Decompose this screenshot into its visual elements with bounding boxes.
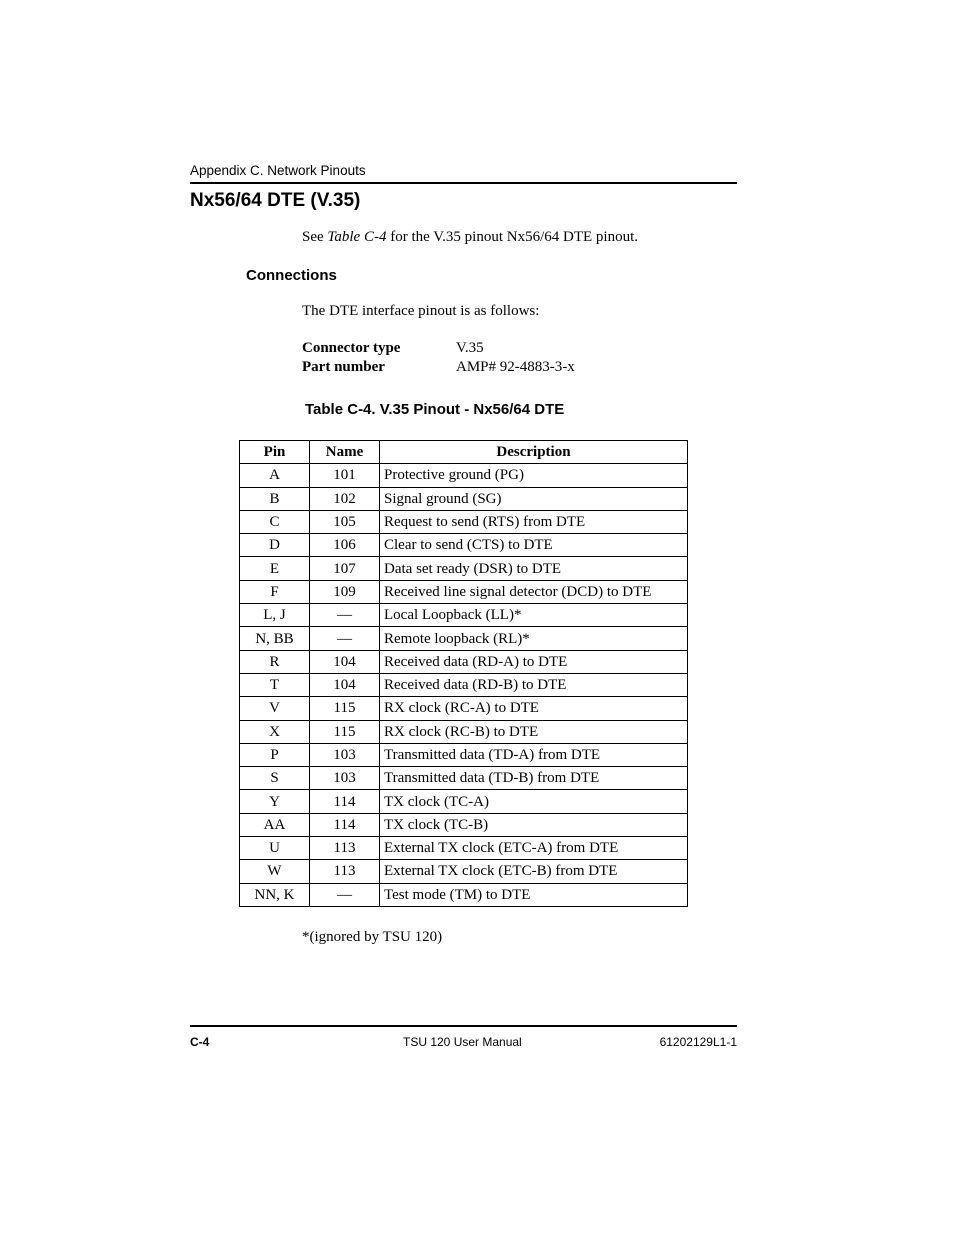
table-row [240, 860, 688, 883]
cell-pin: E [240, 557, 310, 580]
cell-name: 115 [310, 697, 380, 720]
cell-description: Received data (RD-A) to DTE [380, 650, 688, 673]
pinout-table [239, 440, 688, 907]
cell-name: — [310, 627, 380, 650]
header-description: Description [380, 441, 688, 464]
cell-pin: N, BB [240, 627, 310, 650]
page-title: Nx56/64 DTE (V.35) [190, 190, 361, 211]
spec-key: Connector type [302, 340, 401, 356]
cell-description: TX clock (TC-B) [380, 813, 688, 836]
cell-description: Received data (RD-B) to DTE [380, 673, 688, 696]
cell-pin: F [240, 580, 310, 603]
cell-description: Data set ready (DSR) to DTE [380, 557, 688, 580]
running-header: Appendix C. Network Pinouts [190, 163, 366, 178]
cell-description: Received line signal detector (DCD) to DTE [380, 580, 688, 603]
cell-pin: W [240, 860, 310, 883]
cell-description: Transmitted data (TD-A) from DTE [380, 743, 688, 766]
table-row [240, 627, 688, 650]
cell-description: External TX clock (ETC-B) from DTE [380, 860, 688, 883]
table-caption: Table C-4. V.35 Pinout - Nx56/64 DTE [305, 401, 565, 418]
cell-name: 106 [310, 534, 380, 557]
connections-heading: Connections [246, 267, 337, 284]
table-row [240, 487, 688, 510]
cell-description: Clear to send (CTS) to DTE [380, 534, 688, 557]
table-row [240, 534, 688, 557]
spec-connector-type [302, 340, 484, 357]
cell-pin: AA [240, 813, 310, 836]
cell-name: 104 [310, 673, 380, 696]
page-number: C-4 [190, 1035, 210, 1049]
table-header-row [240, 441, 688, 464]
cell-pin: P [240, 743, 310, 766]
cell-name: 107 [310, 557, 380, 580]
cell-pin: Y [240, 790, 310, 813]
table-reference: Table C-4 [327, 229, 387, 245]
header-divider [190, 182, 737, 184]
cell-pin: C [240, 510, 310, 533]
cell-name: 113 [310, 860, 380, 883]
table-row [240, 510, 688, 533]
cell-pin: A [240, 464, 310, 487]
cell-pin: U [240, 837, 310, 860]
header-name: Name [310, 441, 380, 464]
table-row [240, 837, 688, 860]
footer-divider [190, 1025, 737, 1027]
table-row [240, 580, 688, 603]
cell-pin: S [240, 767, 310, 790]
cell-pin: NN, K [240, 883, 310, 906]
table-row [240, 650, 688, 673]
cell-name: 103 [310, 743, 380, 766]
cell-name: — [310, 883, 380, 906]
table-row [240, 697, 688, 720]
cell-description: TX clock (TC-A) [380, 790, 688, 813]
cell-description: Transmitted data (TD-B) from DTE [380, 767, 688, 790]
intro-suffix: for the V.35 pinout Nx56/64 DTE pinout. [386, 229, 638, 245]
cell-description: Signal ground (SG) [380, 487, 688, 510]
cell-pin: R [240, 650, 310, 673]
cell-name: 101 [310, 464, 380, 487]
spec-key: Part number [302, 359, 385, 375]
cell-pin: L, J [240, 604, 310, 627]
table-row [240, 743, 688, 766]
intro-paragraph [302, 229, 638, 246]
header-pin: Pin [240, 441, 310, 464]
connections-text: The DTE interface pinout is as follows: [302, 303, 540, 319]
table-row [240, 720, 688, 743]
table-row [240, 883, 688, 906]
cell-name: 114 [310, 813, 380, 836]
spec-value: V.35 [456, 340, 484, 356]
table-row [240, 464, 688, 487]
table-row [240, 790, 688, 813]
table-row [240, 813, 688, 836]
cell-description: Protective ground (PG) [380, 464, 688, 487]
cell-pin: D [240, 534, 310, 557]
cell-name: 114 [310, 790, 380, 813]
cell-name: 115 [310, 720, 380, 743]
table-body [240, 464, 688, 907]
table-row [240, 604, 688, 627]
cell-description: RX clock (RC-B) to DTE [380, 720, 688, 743]
footnote: *(ignored by TSU 120) [302, 929, 443, 945]
cell-description: External TX clock (ETC-A) from DTE [380, 837, 688, 860]
cell-pin: X [240, 720, 310, 743]
table-row [240, 673, 688, 696]
cell-description: RX clock (RC-A) to DTE [380, 697, 688, 720]
spec-part-number [302, 359, 575, 376]
cell-name: 109 [310, 580, 380, 603]
table-row [240, 767, 688, 790]
cell-description: Remote loopback (RL)* [380, 627, 688, 650]
cell-pin: B [240, 487, 310, 510]
table-row [240, 557, 688, 580]
cell-name: — [310, 604, 380, 627]
cell-name: 103 [310, 767, 380, 790]
cell-name: 105 [310, 510, 380, 533]
cell-pin: V [240, 697, 310, 720]
cell-name: 113 [310, 837, 380, 860]
manual-title: TSU 120 User Manual [403, 1035, 522, 1049]
document-part-number: 61202129L1-1 [659, 1035, 737, 1049]
cell-description: Request to send (RTS) from DTE [380, 510, 688, 533]
cell-name: 104 [310, 650, 380, 673]
intro-prefix: See [302, 229, 328, 245]
cell-description: Local Loopback (LL)* [380, 604, 688, 627]
cell-name: 102 [310, 487, 380, 510]
spec-value: AMP# 92-4883-3-x [456, 359, 575, 375]
cell-description: Test mode (TM) to DTE [380, 883, 688, 906]
cell-pin: T [240, 673, 310, 696]
